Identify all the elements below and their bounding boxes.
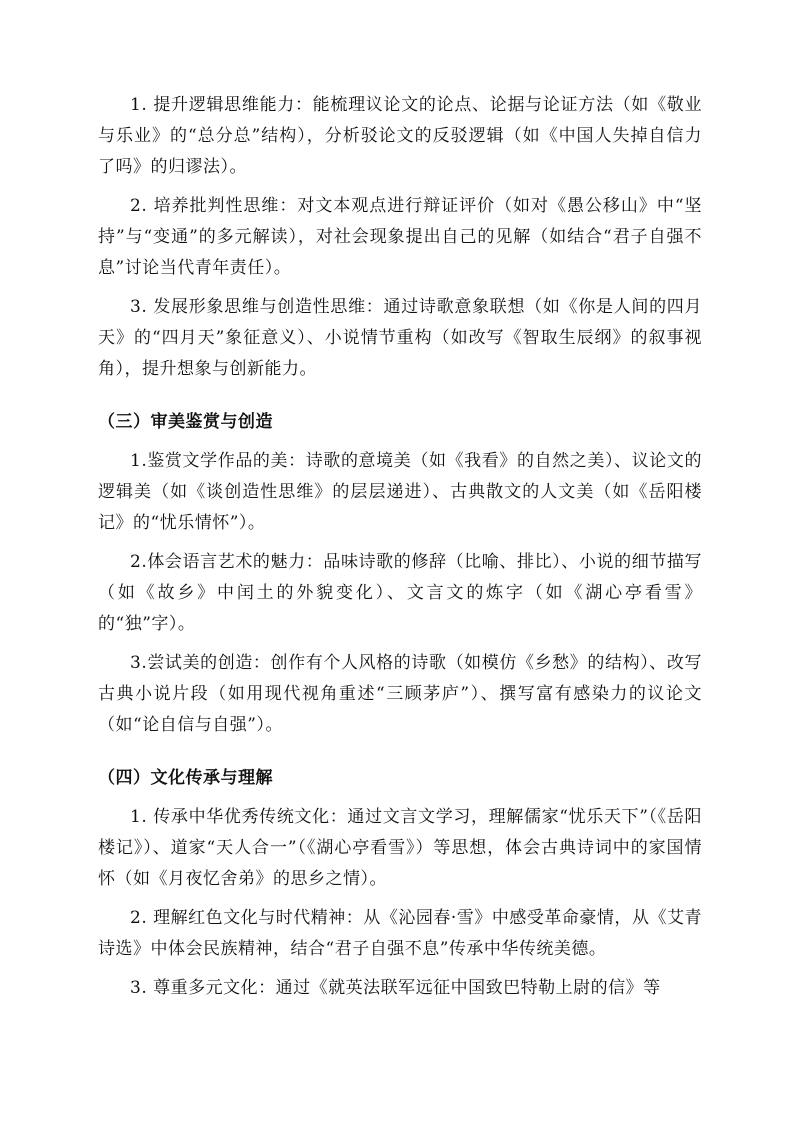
paragraph-appreciate-beauty: 1.鉴赏文学作品的美：诗歌的意境美（如《我看》的自然之美）、议论文的逻辑美（如《谈创造性思维》的层层递进）、古典散文的人文美（如《岳阳楼记》的“忧乐情怀”）。	[98, 451, 702, 533]
paragraph-logical-thinking: 1. 提升逻辑思维能力：能梳理议论文的论点、论据与论证方法（如《敬业与乐业》的“总分总”结构），分析驳论文的反驳逻辑（如《中国人失掉自信力了吗》的归谬法）。	[98, 95, 702, 177]
section-heading-aesthetic: （三）审美鉴赏与创造	[98, 412, 273, 432]
paragraph-traditional-culture: 1. 传承中华优秀传统文化：通过文言文学习，理解儒家“忧乐天下”（《岳阳楼记》）、道家“天人合一”（《湖心亭看雪》）等思想，体会古典诗词中的家国情怀（如《月夜忆舍弟》的思乡之情）。	[98, 807, 702, 889]
paragraph-critical-thinking: 2. 培养批判性思维：对文本观点进行辩证评价（如对《愚公移山》中“坚持”与“变通”的多元解读），对社会现象提出自己的见解（如结合“君子自强不息”讨论当代青年责任）。	[98, 196, 702, 278]
section-heading-culture: （四）文化传承与理解	[98, 768, 273, 788]
document-body	[98, 90, 702, 1004]
paragraph-create-beauty: 3.尝试美的创造：创作有个人风格的诗歌（如模仿《乡愁》的结构）、改写古典小说片段（如用现代视角重述“三顾茅庐”）、撰写富有感染力的议论文（如“论自信与自强”）。	[98, 653, 702, 735]
paragraph-red-culture: 2. 理解红色文化与时代精神：从《沁园春·雪》中感受革命豪情，从《艾青诗选》中体会民族精神，结合“君子自强不息”传承中华传统美德。	[98, 908, 702, 959]
paragraph-diverse-culture: 3. 尊重多元文化：通过《就英法联军远征中国致巴特勒上尉的信》等	[130, 978, 661, 998]
paragraph-creative-thinking: 3. 发展形象思维与创造性思维：通过诗歌意象联想（如《你是人间的四月天》的“四月天”象征意义）、小说情节重构（如改写《智取生辰纲》的叙事视角），提升想象与创新能力。	[98, 297, 702, 379]
paragraph-language-art: 2.体会语言艺术的魅力：品味诗歌的修辞（比喻、排比）、小说的细节描写（如《故乡》中闰土的外貌变化）、文言文的炼字（如《湖心亭看雪》的“独”字）。	[98, 552, 702, 634]
